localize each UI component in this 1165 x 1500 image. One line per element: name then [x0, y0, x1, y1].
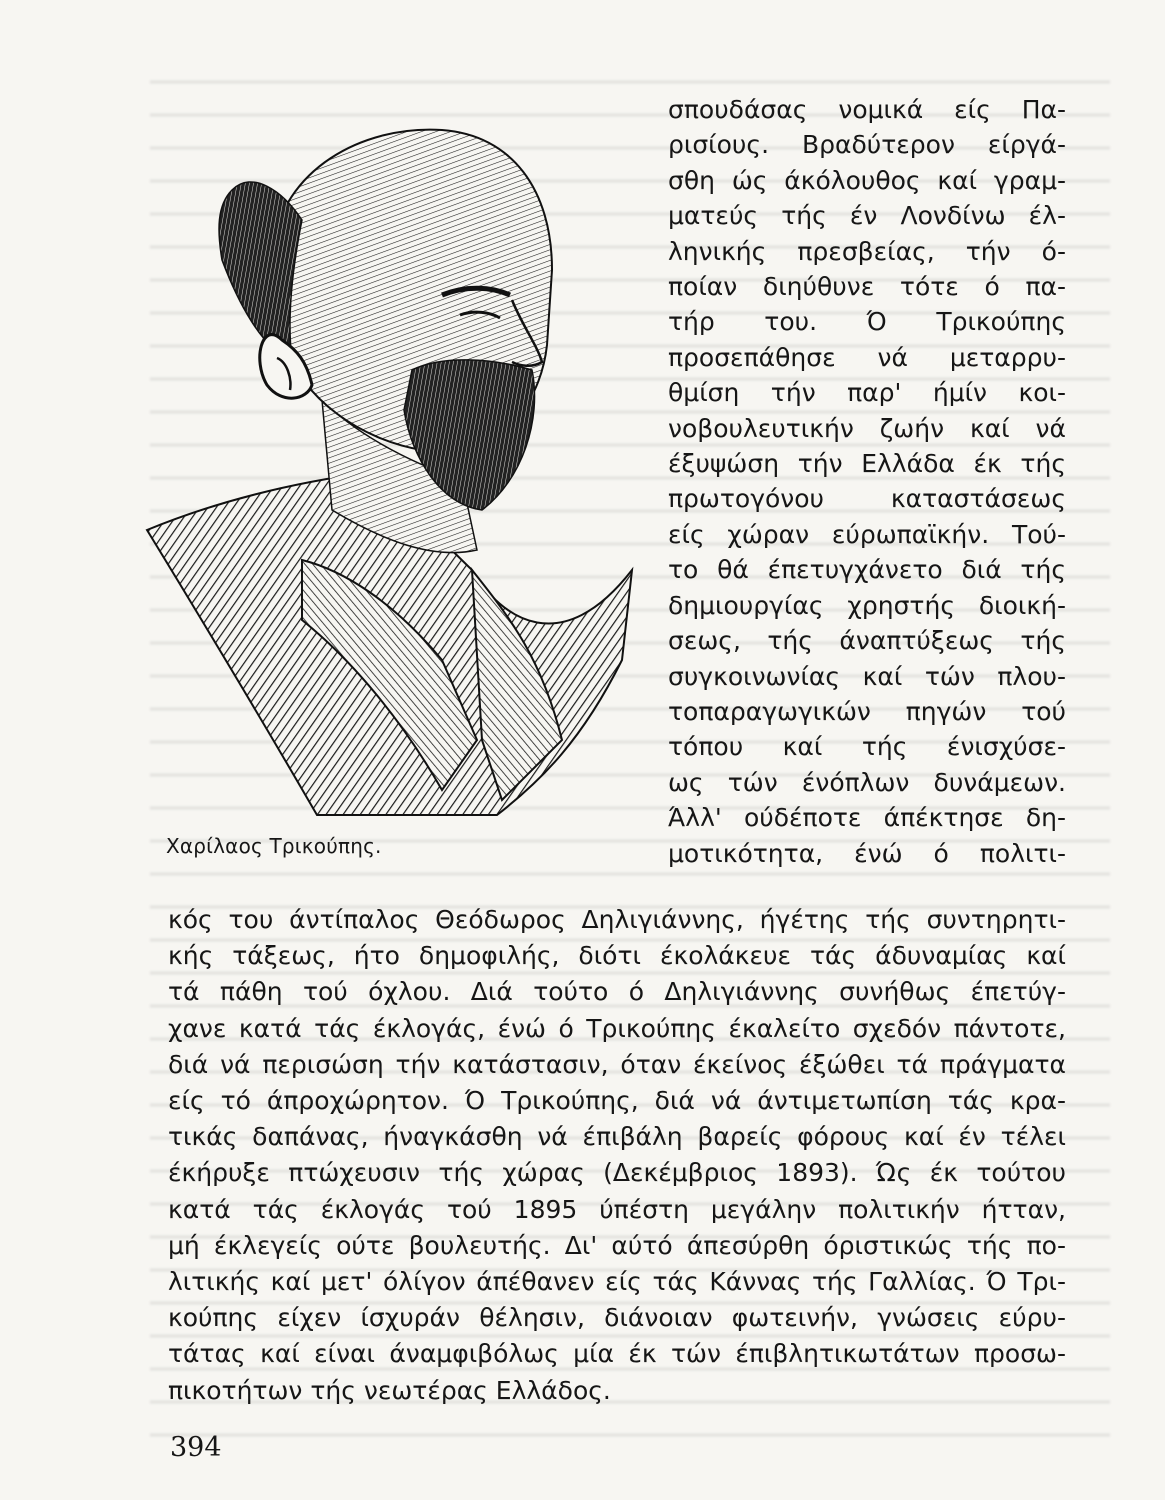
text-line: μή έκλεγείς ούτε βουλευτής. Δι' αύτό άπεσύρθη όριστικώς τής πο-: [168, 1230, 1066, 1260]
text-line: μοτικότητα, ένώ ό πολιτι-: [668, 838, 1066, 868]
text-line: κατά τάς έκλογάς τού 1895 ύπέστη μεγάλην πολιτικήν ήτταν,: [168, 1194, 1066, 1224]
text-line: τοπαραγωγικών πηγών τού: [668, 696, 1066, 726]
text-line: σθη ώς άκόλουθος καί γραμ-: [668, 165, 1066, 195]
text-line: το θά έπετυγχάνετο διά τής: [668, 555, 1066, 585]
text-line: τικάς δαπάνας, ήναγκάσθη νά έπιβάλη βαρείς φόρους καί έν τέλει: [168, 1122, 1066, 1152]
side-column-text: [668, 92, 1066, 871]
text-line: κός του άντίπαλος Θεόδωρος Δηλιγιάννης, ήγέτης τής συντηρητι-: [168, 905, 1066, 934]
portrait-engraving: [142, 100, 642, 820]
text-line: κούπης είχεν ίσχυράν θέλησιν, διάνοιαν φωτεινήν, γνώσεις εύρυ-: [168, 1303, 1066, 1333]
text-line: κής τάξεως, ήτο δημοφιλής, διότι έκολάκευε τάς άδυναμίας καί: [168, 941, 1066, 971]
text-line: τάτας καί είναι άναμφιβόλως μία έκ τών έπιβλητικωτάτων προσω-: [168, 1339, 1066, 1369]
text-line: λιτικής καί μετ' όλίγον άπέθανεν είς τάς Κάννας τής Γαλλίας. Ό Τρι-: [168, 1267, 1066, 1297]
text-line: τά πάθη τού όχλου. Διά τούτο ό Δηλιγιάννης συνήθως έπετύγ-: [168, 977, 1066, 1007]
text-line: δημιουργίας χρηστής διοική-: [668, 590, 1066, 620]
text-line: ως τών ένόπλων δυνάμεων.: [668, 767, 1066, 797]
page-number: 394: [170, 1432, 222, 1463]
text-line: έξυψώση τήν Ελλάδα έκ τής: [668, 449, 1066, 479]
text-line: έκήρυξε πτώχευσιν τής χώρας (Δεκέμβριος 1893). Ώς έκ τούτου: [168, 1158, 1066, 1188]
text-line: συγκοινωνίας καί τών πλου-: [668, 661, 1066, 691]
text-line: χανε κατά τάς έκλογάς, ένώ ό Τρικούπης έκαλείτο σχεδόν πάντοτε,: [168, 1013, 1066, 1043]
text-line: είς χώραν εύρωπαϊκήν. Τού-: [668, 519, 1066, 549]
text-line: πικοτήτων τής νεωτέρας Ελλάδος.: [168, 1375, 611, 1405]
text-line: τήρ του. Ό Τρικούπης: [668, 307, 1066, 337]
text-line: θμίση τήν παρ' ήμίν κοι-: [668, 378, 1066, 408]
text-line: Άλλ' ούδέποτε άπέκτησε δη-: [668, 803, 1066, 833]
full-width-text: [168, 902, 1066, 1409]
text-line: νοβουλευτικήν ζωήν καί νά: [668, 413, 1066, 443]
text-line: ρισίους. Βραδύτερον είργά-: [668, 130, 1066, 160]
text-line: είς τό άπροχώρητον. Ό Τρικούπης, διά νά άντιμετωπίση τάς κρα-: [168, 1086, 1066, 1116]
text-line: ληνικής πρεσβείας, τήν ό-: [668, 236, 1066, 266]
text-line: διά νά περισώση τήν κατάστασιν, όταν έκείνος έξώθει τά πράγματα: [168, 1049, 1066, 1079]
portrait-caption: Χαρίλαος Τρικούπης.: [166, 834, 382, 858]
text-line: ματεύς τής έν Λονδίνω έλ-: [668, 201, 1066, 231]
text-line: σπουδάσας νομικά είς Πα-: [668, 95, 1066, 124]
text-line: ποίαν διηύθυνε τότε ό πα-: [668, 272, 1066, 302]
text-line: προσεπάθησε νά μεταρρυ-: [668, 342, 1066, 372]
text-line: σεως, τής άναπτύξεως τής: [668, 626, 1066, 656]
text-line: πρωτογόνου καταστάσεως: [668, 484, 1066, 514]
text-line: τόπου καί τής ένισχύσε-: [668, 732, 1066, 762]
